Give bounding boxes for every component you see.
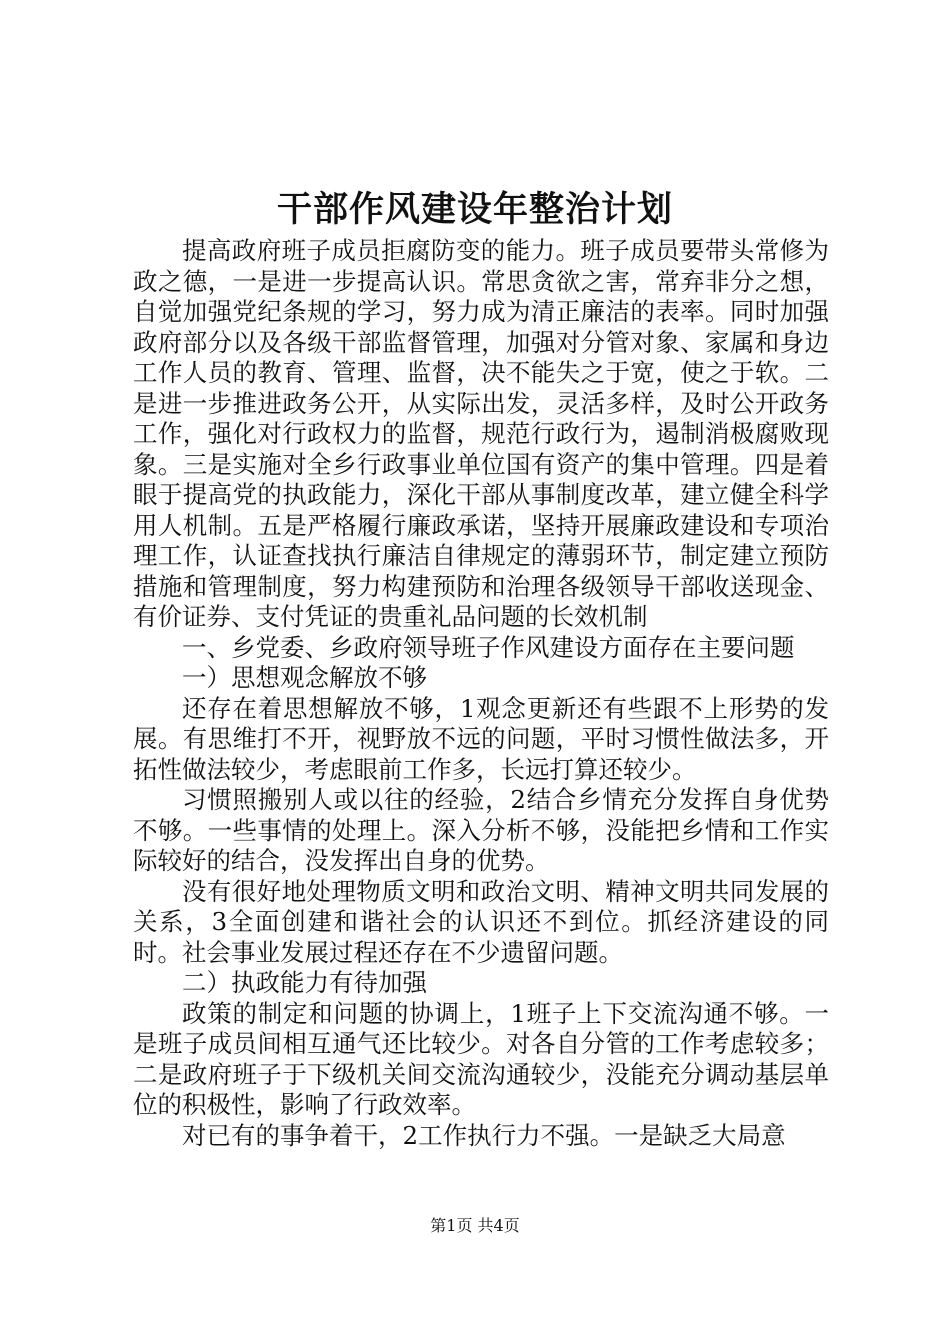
- paragraph: 对已有的事争着干，2工作执行力不强。一是缺乏大局意: [182, 1120, 786, 1150]
- subsection-heading: 一）思想观念解放不够: [182, 663, 427, 692]
- paragraph: 还存在着思想解放不够，1观念更新还有些跟不上形势的发展。有思维打不开，视野放不远的问题，平时习惯性做法多，开拓性做法较少，考虑眼前工作多，长远打算还较少。: [133, 693, 829, 784]
- document-body: [133, 236, 829, 1151]
- document-title: 干部作风建设年整治计划: [276, 189, 673, 230]
- paragraph: 提高政府班子成员拒腐防变的能力。班子成员要带头常修为政之德，一是进一步提高认识。常思贪欲之害，常弃非分之想，自觉加强党纪条规的学习，努力成为清正廉洁的表率。同时加强政府部分以及各级干部监督管理，加强对分管对象、家属和身边工作人员的教育、管理、监督，决不能失之于宽，使之于软。二是进一步推进政务公开，从实际出发，灵活多样，及时公开政务工作，强化对行政权力的监督，规范行政行为，遏制消极腐败现象。三是实施对全乡行政事业单位国有资产的集中管理。四是着眼于提高党的执政能力，深化干部从事制度改革，建立健全科学用人机制。五是严格履行廉政承诺，坚持开展廉政建设和专项治理工作，认证查找执行廉洁自律规定的薄弱环节，制定建立预防措施和管理制度，努力构建预防和治理各级领导干部收送现金、有价证券、支付凭证的贵重礼品问题的长效机制: [133, 236, 829, 631]
- subsection-heading: 二）执政能力有待加强: [182, 968, 427, 997]
- paragraph: 政策的制定和问题的协调上，1班子上下交流沟通不够。一是班子成员间相互通气还比较少。对各自分管的工作考虑较多；二是政府班子于下级机关间交流沟通较少，没能充分调动基层单位的积极性，影响了行政效率。: [133, 998, 829, 1119]
- paragraph: 没有很好地处理物质文明和政治文明、精神文明共同发展的关系，3全面创建和谐社会的认识还不到位。抓经济建设的同时。社会事业发展过程还存在不少遗留问题。: [133, 876, 829, 967]
- section-heading: 一、乡党委、乡政府领导班子作风建设方面存在主要问题: [182, 632, 795, 662]
- paragraph: 习惯照搬别人或以往的经验，2结合乡情充分发挥自身优势不够。一些事情的处理上。深入分析不够，没能把乡情和工作实际较好的结合，没发挥出自身的优势。: [133, 785, 829, 875]
- page-footer: 第1页 共4页: [430, 1216, 520, 1235]
